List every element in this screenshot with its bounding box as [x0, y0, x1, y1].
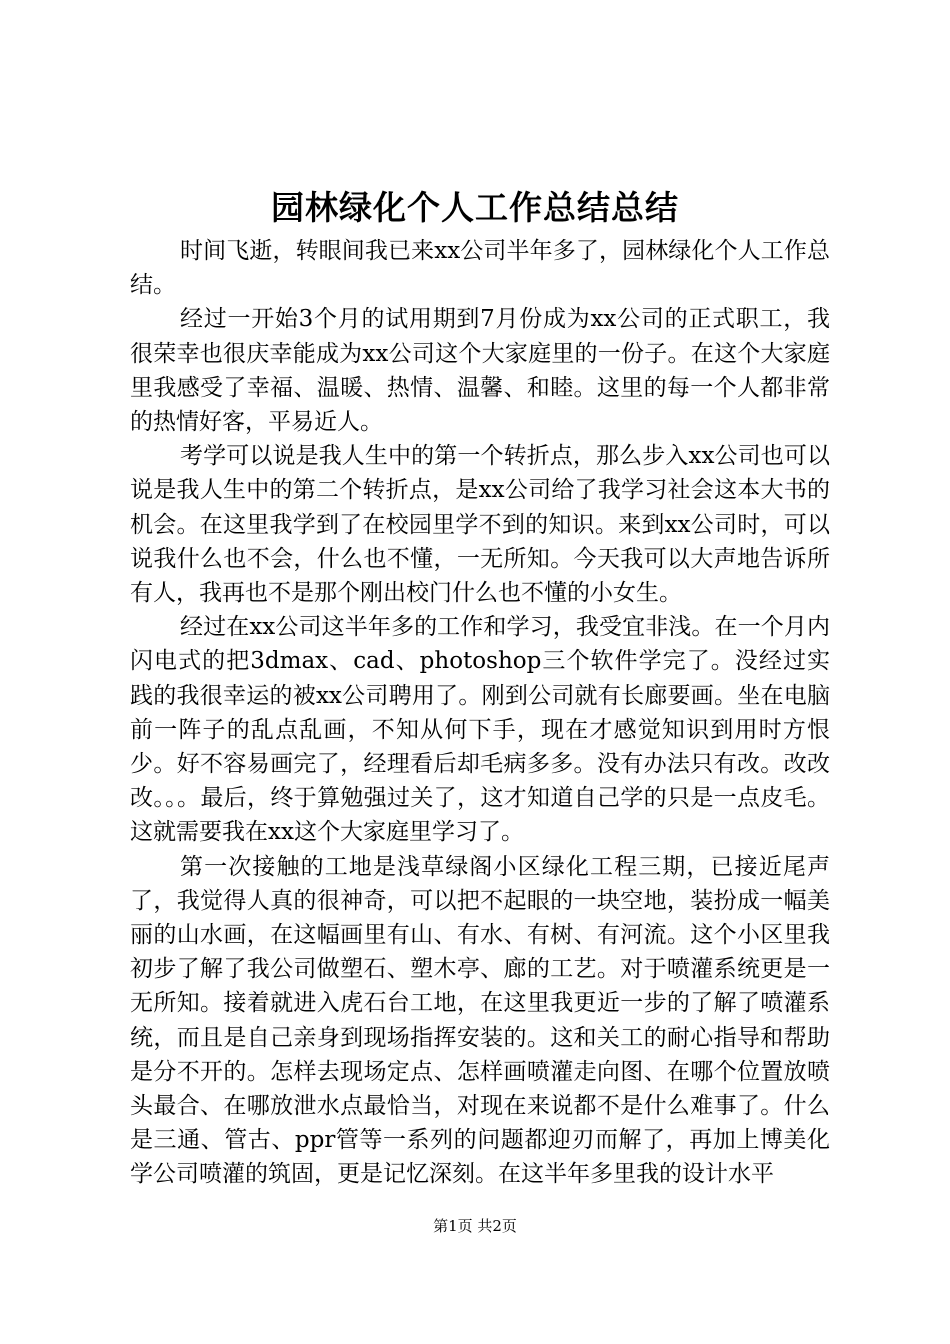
page-number-footer: 第1页 共2页	[433, 1217, 517, 1235]
paragraph-3: 考学可以说是我人生中的第一个转折点，那么步入xx公司也可以说是我人生中的第二个转折点，是xx公司给了我学习社会这本大书的机会。在这里我学到了在校园里学不到的知识。来到xx公司时，可以说我什么也不会，什么也不懂，一无所知。今天我可以大声地告诉所有人，我再也不是那个刚出校门什么也不懂的小女生。	[130, 443, 830, 607]
document-title: 园林绿化个人工作总结总结	[271, 188, 679, 227]
paragraph-2: 经过一开始3个月的试用期到7月份成为xx公司的正式职工，我很荣幸也很庆幸能成为xx公司这个大家庭里的一份子。在这个大家庭里我感受了幸福、温暖、热情、温馨、和睦。这里的每一个人都非常的热情好客，平易近人。	[130, 306, 830, 436]
paragraph-5: 第一次接触的工地是浅草绿阁小区绿化工程三期，已接近尾声了，我觉得人真的很神奇，可以把不起眼的一块空地，装扮成一幅美丽的山水画，在这幅画里有山、有水、有树、有河流。这个小区里我初步了解了我公司做塑石、塑木亭、廊的工艺。对于喷灌系统更是一无所知。接着就进入虎石台工地，在这里我更近一步的了解了喷灌系统，而且是自己亲身到现场指挥安装的。这和关工的耐心指导和帮助是分不开的。怎样去现场定点、怎样画喷灌走向图、在哪个位置放喷头最合、在哪放泄水点最恰当，对现在来说都不是什么难事了。什么是三通、管古、ppr管等一系列的问题都迎刃而解了，再加上博美化学公司喷灌的筑固，更是记忆深刻。在这半年多里我的设计水平	[130, 853, 830, 1188]
paragraph-4: 经过在xx公司这半年多的工作和学习，我受宜非浅。在一个月内闪电式的把3dmax、cad、photoshop三个软件学完了。没经过实践的我很幸运的被xx公司聘用了。刚到公司就有长廊要画。坐在电脑前一阵子的乱点乱画，不知从何下手，现在才感觉知识到用时方恨少。好不容易画完了，经理看后却毛病多多。没有办法只有改。改改改。。。最后，终于算勉强过关了，这才知道自己学的只是一点皮毛。这就需要我在xx这个大家庭里学习了。	[130, 614, 830, 846]
document-body	[130, 234, 830, 1192]
paragraph-1: 时间飞逝，转眼间我已来xx公司半年多了，园林绿化个人工作总结。	[130, 238, 830, 299]
